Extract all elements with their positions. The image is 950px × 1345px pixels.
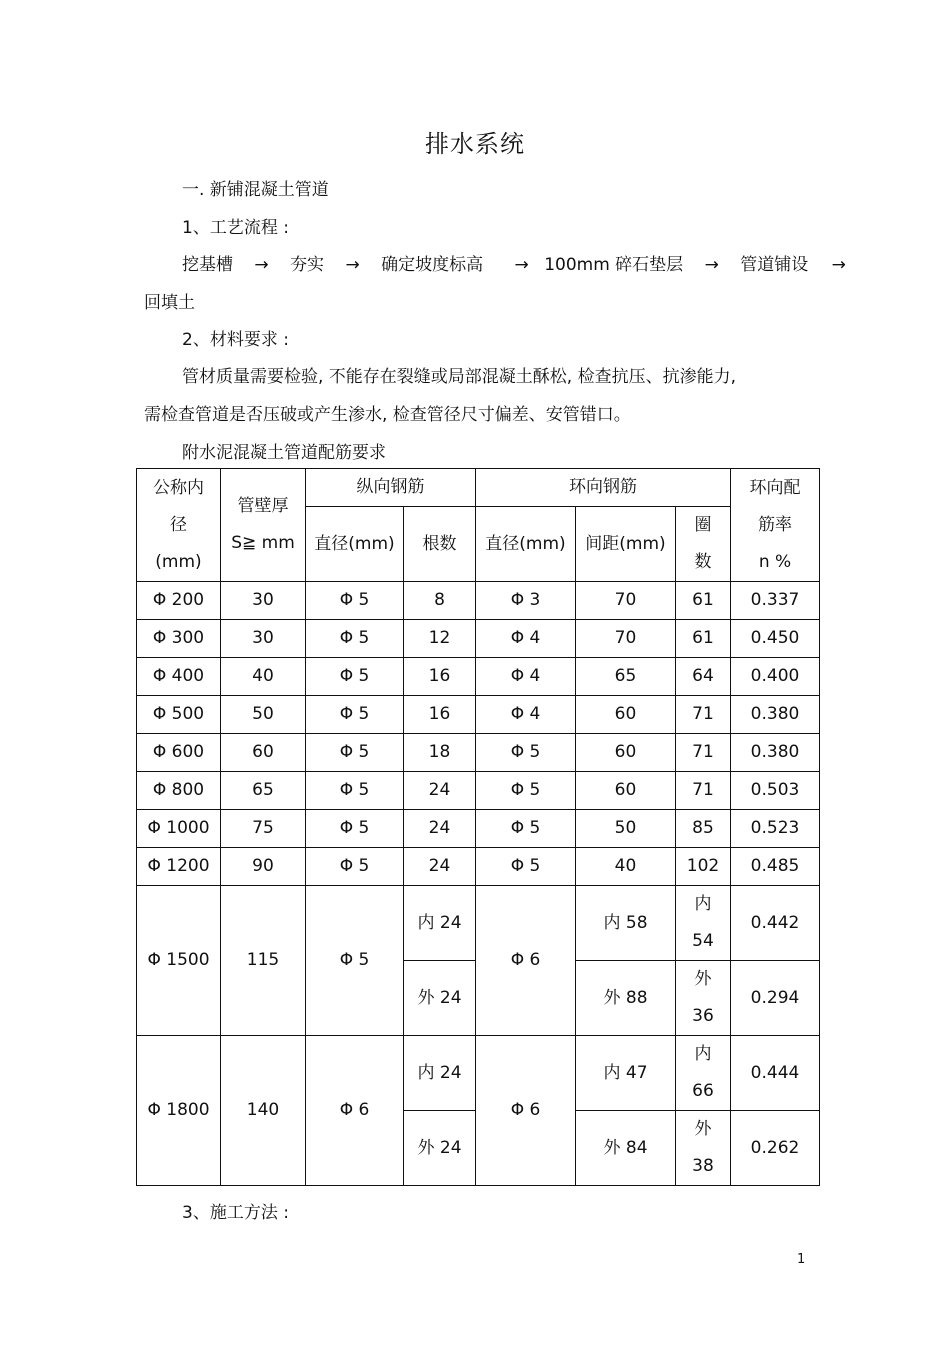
header-ring-diameter: 直径(mm): [476, 507, 576, 582]
table-cell: 50: [576, 810, 676, 848]
table-cell: 0.523: [731, 810, 820, 848]
table-cell: 外 84: [576, 1111, 676, 1186]
material-paragraph-line1: 管材质量需要检验, 不能存在裂缝或局部混凝土酥松, 检查抗压、抗渗能力,: [182, 367, 737, 387]
table-cell: 70: [576, 620, 676, 658]
table-cell: 60: [576, 772, 676, 810]
flow-arrow-icon: →: [704, 255, 719, 275]
table-cell: 102: [676, 848, 731, 886]
table-cell: 0.380: [731, 696, 820, 734]
table-cell: 24: [404, 772, 476, 810]
table-row: [137, 1036, 820, 1111]
table-row: [137, 810, 820, 848]
header-nominal-diameter: 公称内 径 (mm): [137, 469, 221, 582]
table-row: [137, 658, 820, 696]
table-cell: 0.294: [731, 961, 820, 1036]
item-process-heading: 1、工艺流程 :: [182, 218, 289, 238]
table-cell: 外 24: [404, 1111, 476, 1186]
header-ring-rebar: 环向钢筋: [476, 469, 731, 507]
table-cell: 71: [676, 734, 731, 772]
table-cell: 24: [404, 848, 476, 886]
table-cell: Φ 1200: [137, 848, 221, 886]
table-cell: Φ 1800: [137, 1036, 221, 1186]
table-cell: Φ 5: [476, 734, 576, 772]
table-cell: 40: [221, 658, 306, 696]
table-cell: 0.400: [731, 658, 820, 696]
table-row: [137, 886, 820, 961]
table-cell: Φ 4: [476, 658, 576, 696]
header-long-diameter: 直径(mm): [306, 507, 404, 582]
table-cell: 90: [221, 848, 306, 886]
flow-arrow-icon: →: [254, 255, 269, 275]
table-cell: 24: [404, 810, 476, 848]
table-cell: Φ 4: [476, 620, 576, 658]
table-cell: 70: [576, 582, 676, 620]
table-cell: 64: [676, 658, 731, 696]
flow-arrow-icon: →: [514, 255, 529, 275]
table-cell: 30: [221, 620, 306, 658]
table-cell: 外 24: [404, 961, 476, 1036]
table-cell: 18: [404, 734, 476, 772]
table-cell: 60: [576, 734, 676, 772]
table-cell: 0.485: [731, 848, 820, 886]
page-number: 1: [797, 1252, 806, 1267]
table-cell: 40: [576, 848, 676, 886]
table-cell: 外 38: [676, 1111, 731, 1186]
table-cell: 内 54: [676, 886, 731, 961]
table-cell: Φ 5: [306, 810, 404, 848]
table-cell: 8: [404, 582, 476, 620]
flow-arrow-icon: →: [345, 255, 360, 275]
table-cell: 外 36: [676, 961, 731, 1036]
table-cell: Φ 3: [476, 582, 576, 620]
table-cell: 0.442: [731, 886, 820, 961]
table-cell: Φ 4: [476, 696, 576, 734]
item-material-heading: 2、材料要求 :: [182, 330, 289, 350]
flow-step: 100mm 碎石垫层: [544, 255, 684, 275]
table-cell: Φ 5: [476, 810, 576, 848]
table-cell: 0.262: [731, 1111, 820, 1186]
table-cell: Φ 5: [306, 734, 404, 772]
table-cell: Φ 5: [306, 582, 404, 620]
table-cell: 85: [676, 810, 731, 848]
table-cell: Φ 1500: [137, 886, 221, 1036]
process-flow: [182, 250, 846, 275]
table-cell: Φ 5: [476, 848, 576, 886]
table-cell: 61: [676, 620, 731, 658]
header-ring-spacing: 间距(mm): [576, 507, 676, 582]
table-cell: Φ 5: [306, 658, 404, 696]
table-cell: 60: [576, 696, 676, 734]
table-cell: 外 88: [576, 961, 676, 1036]
table-caption: 附水泥混凝土管道配筋要求: [182, 443, 386, 463]
table-cell: 140: [221, 1036, 306, 1186]
table-row: [137, 734, 820, 772]
table-cell: 内 58: [576, 886, 676, 961]
table-cell: 内 24: [404, 1036, 476, 1111]
table-cell: Φ 5: [306, 696, 404, 734]
section-heading: 一. 新铺混凝土管道: [182, 180, 329, 200]
table-cell: 0.503: [731, 772, 820, 810]
table-cell: Φ 200: [137, 582, 221, 620]
table-row: [137, 848, 820, 886]
item-method-heading: 3、施工方法 :: [182, 1203, 289, 1223]
table-row: [137, 620, 820, 658]
flow-arrow-icon: →: [831, 255, 846, 275]
table-cell: Φ 6: [476, 886, 576, 1036]
material-paragraph-line2: 需检查管道是否压破或产生渗水, 检查管径尺寸偏差、安管错口。: [144, 405, 631, 425]
table-cell: 65: [221, 772, 306, 810]
table-cell: 16: [404, 658, 476, 696]
header-longitudinal-rebar: 纵向钢筋: [306, 469, 476, 507]
flow-step: 夯实: [290, 255, 325, 275]
rebar-requirements-table: [136, 468, 820, 1186]
flow-step: 挖基槽: [182, 255, 233, 275]
table-cell: 115: [221, 886, 306, 1036]
table-cell: 75: [221, 810, 306, 848]
table-cell: Φ 5: [476, 772, 576, 810]
table-row: [137, 696, 820, 734]
flow-step: 确定坡度标高: [381, 255, 484, 275]
table-cell: 0.380: [731, 734, 820, 772]
table-cell: 16: [404, 696, 476, 734]
table-cell: Φ 400: [137, 658, 221, 696]
table-cell: 内 24: [404, 886, 476, 961]
table-cell: 61: [676, 582, 731, 620]
header-ring-ratio: 环向配 筋率 n %: [731, 469, 820, 582]
header-wall-thickness: 管壁厚 S≧ mm: [221, 469, 306, 582]
table-cell: 内 66: [676, 1036, 731, 1111]
table-cell: Φ 300: [137, 620, 221, 658]
table-cell: 65: [576, 658, 676, 696]
table-cell: Φ 6: [476, 1036, 576, 1186]
table-cell: 内 47: [576, 1036, 676, 1111]
table-cell: Φ 5: [306, 772, 404, 810]
table-row: [137, 772, 820, 810]
table-cell: 30: [221, 582, 306, 620]
flow-last-step: 回填土: [144, 293, 195, 313]
table-cell: 50: [221, 696, 306, 734]
table-cell: 71: [676, 696, 731, 734]
table-cell: 71: [676, 772, 731, 810]
table-cell: 60: [221, 734, 306, 772]
page-title: 排水系统: [425, 130, 525, 158]
table-cell: Φ 1000: [137, 810, 221, 848]
table-row: [137, 582, 820, 620]
table-cell: Φ 5: [306, 620, 404, 658]
flow-step: 管道铺设: [740, 255, 809, 275]
table-cell: Φ 5: [306, 848, 404, 886]
table-cell: Φ 5: [306, 886, 404, 1036]
table-cell: 0.337: [731, 582, 820, 620]
table-cell: Φ 6: [306, 1036, 404, 1186]
table-cell: 0.444: [731, 1036, 820, 1111]
table-cell: 12: [404, 620, 476, 658]
table-cell: Φ 500: [137, 696, 221, 734]
header-long-count: 根数: [404, 507, 476, 582]
table-cell: 0.450: [731, 620, 820, 658]
table-cell: Φ 600: [137, 734, 221, 772]
header-ring-turns: 圈 数: [676, 507, 731, 582]
table-cell: Φ 800: [137, 772, 221, 810]
